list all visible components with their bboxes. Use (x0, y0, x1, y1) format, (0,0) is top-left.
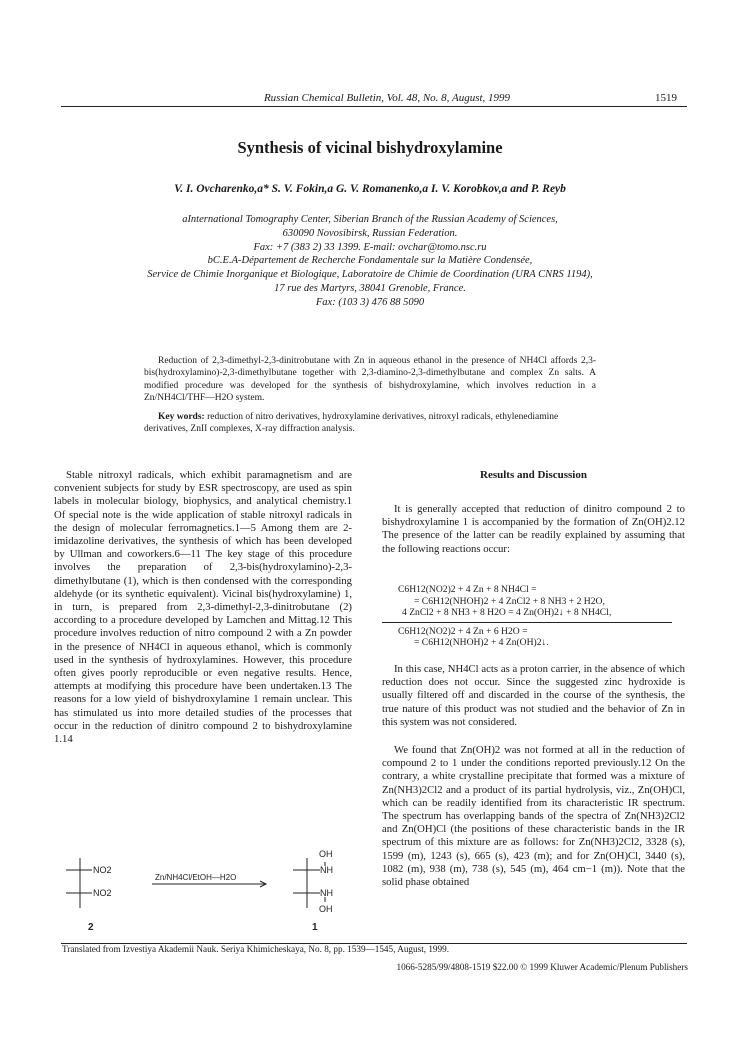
affiliation-line: Fax: +7 (383 2) 33 1399. E-mail: ovchar@tomo.nsc.ru (253, 241, 487, 253)
group-label: OH (319, 904, 333, 914)
results-paragraph-2: In this case, NH4Cl acts as a proton carrier, in the absence of which reduction does not occur. Since the suggested zinc hydroxide is usually filtered off and discarded in the course of the synthesis, the true nature of this product was not studied and the behavior of Zn in this system was not considered. (382, 663, 685, 728)
running-head: Russian Chemical Bulletin, Vol. 48, No. 8, August, 1999 (263, 92, 511, 104)
header-rule (61, 106, 687, 107)
affiliation-line: Service de Chimie Inorganique et Biologique, Laboratoire de Chimie de Coordination (URA CNRS 1194), (147, 269, 593, 281)
author-list: V. I. Ovcharenko,a* S. V. Fokin,a G. V. Romanenko,a I. V. Korobkov,a and P. Reyb (174, 183, 566, 195)
group-label: NO2 (93, 865, 112, 875)
equation-line: = C6H12(NHOH)2 + 4 ZnCl2 + 8 NH3 + 2 H2O, (414, 595, 605, 607)
keywords (144, 411, 596, 436)
affiliation-line: 17 rue des Martyrs, 38041 Grenoble, France. (274, 282, 466, 294)
reaction-scheme (60, 846, 360, 936)
affiliations (60, 213, 680, 310)
equation-divider (382, 622, 672, 623)
affiliation-line: bC.E.A-Département de Recherche Fondamentale sur la Matière Condensée, (207, 255, 533, 267)
equation-line: C6H12(NO2)2 + 4 Zn + 6 H2O = (398, 625, 528, 637)
keywords-text: reduction of nitro derivatives, hydroxylamine derivatives, nitroxyl radicals, ethylenediamine derivatives, ZnII complexes, X-ray diffraction analysis. (144, 412, 559, 435)
section-heading-results: Results and Discussion (480, 469, 587, 481)
reagent-label: Zn/NH4Cl/EtOH—H2O (155, 873, 237, 882)
equation-line: 4 ZnCl2 + 8 NH3 + 8 H2O = 4 Zn(OH)2↓ + 8 NH4Cl, (402, 607, 612, 618)
affiliation-line: aInternational Tomography Center, Siberian Branch of the Russian Academy of Sciences, (182, 214, 558, 225)
translation-note: Translated from Izvestiya Akademii Nauk. Seriya Khimicheskaya, No. 8, pp. 1539—1545, August, 1999. (62, 944, 450, 954)
affiliation-line: Fax: (103 3) 476 88 5090 (315, 296, 425, 308)
keywords-label: Key words: (158, 412, 205, 422)
article-title: Synthesis of vicinal bishydroxylamine (237, 138, 503, 157)
affiliation-line: 630090 Novosibirsk, Russian Federation. (282, 227, 458, 239)
results-paragraph-3: We found that Zn(OH)2 was not formed at all in the reduction of compound 2 to 1 under the conditions reported previously.12 On the contrary, a white crystalline precipitate that formed was a mixture of Zn(NH3)2Cl2 and a product of its partial hydrolysis, viz., Zn(OH)Cl, which can be readily identified from its characteristic IR spectrum. The spectrum has overlapping bands of the spectra of Zn(NH3)2Cl2 and Zn(OH)Cl (the positions of these characteristic bands in the IR spectrum of this mixture are as follows: for Zn(NH3)2Cl2, 3328 (s), 1599 (m), 1243 (s), 665 (s), 423 (m); and for Zn(OH)Cl, 3440 (s), 1082 (m), 938 (m), 738 (s), 545 (m), 464 cm−1 (m)). Note that the solid phase obtained (382, 744, 685, 889)
group-label: NH (320, 888, 333, 898)
compound-label: 2 (88, 922, 94, 933)
reaction-equations (398, 584, 698, 649)
group-label: OH (319, 849, 333, 859)
group-label: NO2 (93, 888, 112, 898)
introduction-text: Stable nitroxyl radicals, which exhibit paramagnetism and are convenient subjects for study by ESR spectroscopy, are used as spin labels in molecular biology, biophysics, and analytical chemistry.1 Of special note is the wide application of stable nitroxyl radicals in the design of molecular ferromagnetics.1—5 Among them are 2-imidazoline derivatives, the synthesis of which has been developed by Ullman and coworkers.6—11 The key stage of this procedure involves the preparation of 2,3-bis(hydroxylamino)-2,3-dimethylbutane (1), which is then condensed with the corresponding aldehyde (or its synthetic equivalent). Vicinal bis(hydroxylamine) 1, in turn, is prepared from 2,3-dimethyl-2,3-dinitrobutane (2) according to a procedure developed by Lamchen and Mittag.12 This procedure involves reduction of nitro compound 2 with a Zn powder in the presence of NH4Cl in aqueous ethanol, which is commonly used in the synthesis of hydroxylamines. However, this procedure often gives poorly reproducible or even negative results. Hence, attempts at modifying this procedure have been undertaken.13 The reasons for a low yield of bishydroxylamine 1 remain unclear. This has stimulated us into more detailed studies of the processes that occur in the reduction of dinitro compound 2 to bishydroxylamine 1.14 (54, 469, 352, 746)
equation-line: C6H12(NO2)2 + 4 Zn + 8 NH4Cl = (398, 584, 537, 595)
copyright-line: 1066-5285/99/4808-1519 $22.00 © 1999 Kluwer Academic/Plenum Publishers (396, 962, 688, 972)
results-paragraph-1: It is generally accepted that reduction of dinitro compound 2 to bishydroxylamine 1 is accompanied by the formation of Zn(OH)2.12 The presence of the latter can be readily explained by assuming that the following reactions occur: (382, 503, 685, 555)
equation-line: = C6H12(NHOH)2 + 4 Zn(OH)2↓. (414, 637, 549, 648)
compound-label: 1 (312, 922, 318, 933)
abstract: Reduction of 2,3-dimethyl-2,3-dinitrobutane with Zn in aqueous ethanol in the presence of NH4Cl affords 2,3-bis(hydroxylamino)-2,3-dimethylbutane together with 2,3-diamino-2,3-dimethylbutane and complex Zn salts. A modified procedure was developed for the synthesis of bishydroxylamine, which involves reduction in a Zn/NH4Cl/THF—H2O system. (144, 356, 596, 403)
page-number: 1519 (655, 92, 677, 104)
group-label: NH (320, 865, 333, 875)
